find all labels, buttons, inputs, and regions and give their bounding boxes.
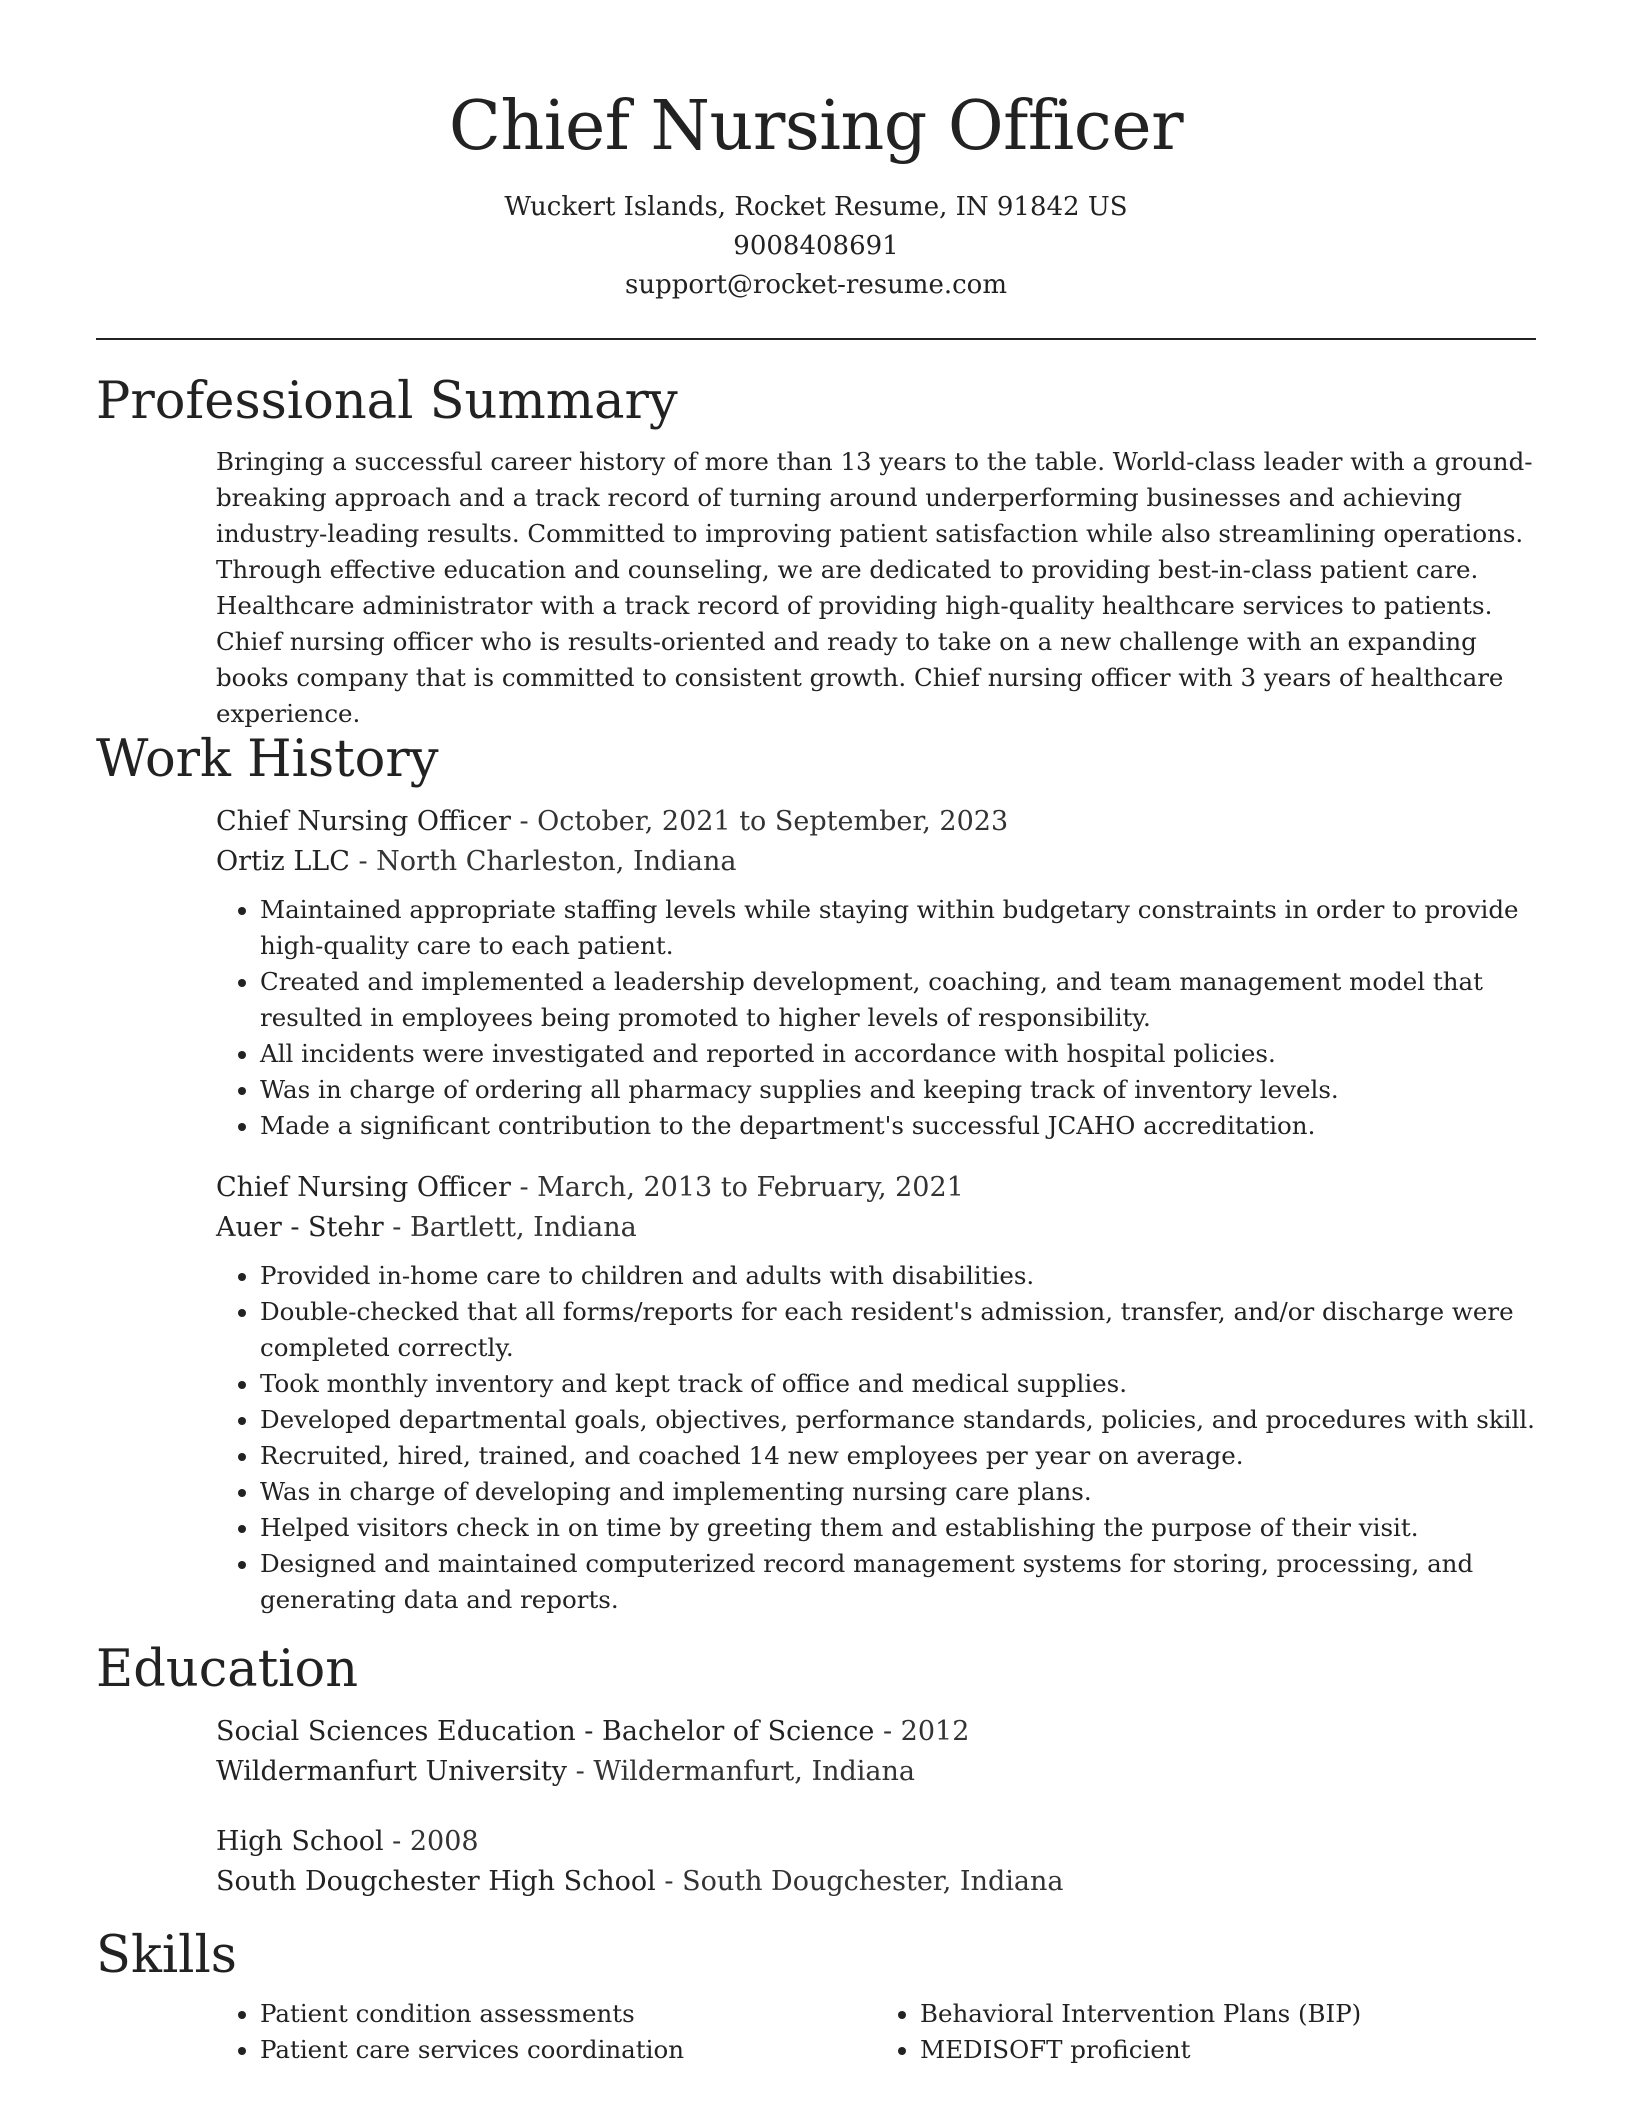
- resume-page: [96, 0, 1536, 2068]
- job-location: - Bartlett, Indiana: [383, 1212, 637, 1243]
- job-entry: [216, 802, 1536, 1144]
- degree-year: - 2012: [874, 1716, 970, 1747]
- skill-item: • Patient care services coordination: [260, 2032, 876, 2068]
- degree-name: Social Sciences Education - Bachelor of Science: [216, 1716, 875, 1747]
- job-duty: • Designed and maintained computerized record management systems for storing, processing, and generating data and reports.: [260, 1546, 1536, 1618]
- job-role: Chief Nursing Officer: [216, 1172, 511, 1203]
- degree-line: [216, 1822, 1536, 1862]
- contact-info: [96, 188, 1536, 305]
- education-heading: Education: [96, 1640, 359, 1699]
- job-duties-list: [216, 892, 1536, 1144]
- contact-phone: 9008408691: [733, 231, 899, 261]
- job-company-line: [216, 1208, 1536, 1248]
- summary-heading: Professional Summary: [96, 372, 678, 431]
- skills-list-left: [216, 1996, 876, 2068]
- job-duty: • Recruited, hired, trained, and coached 14 new employees per year on average.: [260, 1438, 1536, 1474]
- work-history-section: [96, 728, 1536, 1618]
- job-duty: • Created and implemented a leadership development, coaching, and team management model that resulted in employees being promoted to higher levels of responsibility.: [260, 964, 1536, 1036]
- job-duty: • Was in charge of developing and implementing nursing care plans.: [260, 1474, 1536, 1510]
- work-history-heading: Work History: [96, 730, 439, 789]
- job-duty: • All incidents were investigated and reported in accordance with hospital policies.: [260, 1036, 1536, 1072]
- job-location: - North Charleston, Indiana: [349, 846, 737, 877]
- job-duty: • Was in charge of ordering all pharmacy supplies and keeping track of inventory levels.: [260, 1072, 1536, 1108]
- school-line: [216, 1862, 1536, 1902]
- header-divider: [96, 338, 1536, 340]
- skill-item: • Patient condition assessments: [260, 1996, 876, 2032]
- school-name: Wildermanfurt University: [216, 1756, 568, 1787]
- resume-header: [96, 0, 1536, 305]
- school-line: [216, 1752, 1536, 1792]
- skills-section: [96, 1924, 1536, 2068]
- summary-text: Bringing a successful career history of more than 13 years to the table. World-class leader with a ground-breaking approach and a track record of turning around underperforming businesses and achieving industry-leading results. Committed to improving patient satisfaction while also streamlining operations. Through effective education and counseling, we are dedicated to providing best-in-class patient care. Healthcare administrator with a track record of providing high-quality healthcare services to patients. Chief nursing officer who is results-oriented and ready to take on a new challenge with an expanding books company that is committed to consistent growth. Chief nursing officer with 3 years of healthcare experience.: [216, 447, 1533, 728]
- job-duty: • Made a significant contribution to the department's successful JCAHO accreditation.: [260, 1108, 1536, 1144]
- job-duty: • Maintained appropriate staffing levels while staying within budgetary constraints in order to provide high-quality care to each patient.: [260, 892, 1536, 964]
- resume-name: Chief Nursing Officer: [448, 87, 1184, 166]
- job-title-line: [216, 1168, 1536, 1208]
- job-duty: • Took monthly inventory and kept track of office and medical supplies.: [260, 1366, 1536, 1402]
- degree-line: [216, 1712, 1536, 1752]
- job-duty: • Double-checked that all forms/reports for each resident's admission, transfer, and/or discharge were completed correctly.: [260, 1294, 1536, 1366]
- job-dates: - March, 2013 to February, 2021: [510, 1172, 964, 1203]
- job-company: Auer - Stehr: [216, 1212, 384, 1243]
- job-role: Chief Nursing Officer: [216, 806, 511, 837]
- job-duty: • Helped visitors check in on time by greeting them and establishing the purpose of their visit.: [260, 1510, 1536, 1546]
- job-duties-list: [216, 1258, 1536, 1618]
- job-company-line: [216, 842, 1536, 882]
- degree-name: High School: [216, 1826, 384, 1857]
- summary-section: [96, 370, 1536, 732]
- job-title-line: [216, 802, 1536, 842]
- job-entry: [216, 1168, 1536, 1618]
- school-location: - South Dougchester, Indiana: [655, 1866, 1064, 1897]
- contact-address: Wuckert Islands, Rocket Resume, IN 91842 US: [504, 192, 1128, 222]
- job-duty: • Provided in-home care to children and adults with disabilities.: [260, 1258, 1536, 1294]
- education-entry: [216, 1822, 1536, 1902]
- skill-item: • MEDISOFT proficient: [920, 2032, 1536, 2068]
- job-company: Ortiz LLC: [216, 846, 350, 877]
- school-location: - Wildermanfurt, Indiana: [567, 1756, 916, 1787]
- skills-list-right: [876, 1996, 1536, 2068]
- skill-item: • Behavioral Intervention Plans (BIP): [920, 1996, 1536, 2032]
- job-duty: • Developed departmental goals, objectives, performance standards, policies, and procedures with skill.: [260, 1402, 1536, 1438]
- education-section: [96, 1638, 1536, 1902]
- education-entry: [216, 1712, 1536, 1792]
- school-name: South Dougchester High School: [216, 1866, 656, 1897]
- skills-grid: [216, 1988, 1536, 2068]
- contact-email[interactable]: support@rocket-resume.com: [624, 270, 1007, 300]
- degree-year: - 2008: [383, 1826, 479, 1857]
- job-dates: - October, 2021 to September, 2023: [510, 806, 1009, 837]
- skills-heading: Skills: [96, 1926, 237, 1985]
